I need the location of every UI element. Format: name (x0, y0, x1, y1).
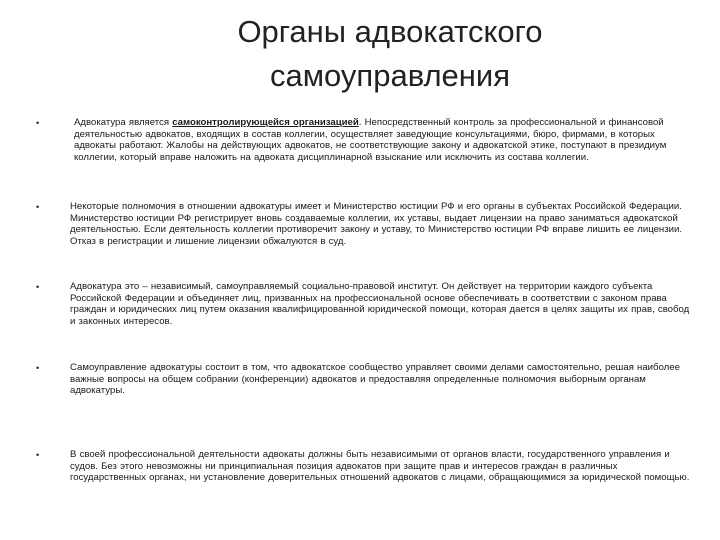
slide-title-line-2: самоуправления (269, 58, 511, 93)
bullet-text: В своей профессиональной деятельности адвокаты должны быть независимыми от органов власти, государственного управления и судов. Без этого невозможны ни принципиальная позиция адвокатов при защите прав и интересов граждан в различных государственных органах, ни установление доверительных отношений адвокатов с лицами, обращающимися за юридической помощью. (70, 449, 690, 484)
bullet-icon: • (36, 118, 40, 128)
bullet-text: Самоуправление адвокатуры состоит в том, что адвокатское сообщество управляет своими делами самостоятельно, решая наиболее важные вопросы на общем собрании (конференции) адвокатов и предоставляя определенные полномочия выборным органам адвокатуры. (70, 362, 680, 397)
bullet-text: Адвокатура это – независимый, самоуправляемый социально-правовой институт. Он действует на территории каждого субъекта Российской Федерации и объединяет лиц, призванных на профессиональной основе обеспечивать в соответствии с законом права граждан и юридических лиц путем оказания квалифицированной юридической помощи, которая дается в целях защиты их прав, свобод и законных интересов. (70, 281, 690, 327)
bullet-icon: • (36, 450, 40, 460)
bullet-text-pre: Адвокатура является (74, 117, 173, 128)
bullet-text-emphasis: самоконтролирующейся организацией (172, 117, 359, 128)
bullet-text: Некоторые полномочия в отношении адвокатуры имеет и Министерство юстиции РФ и его органы в субъектах Российской Федерации. Министерство юстиции РФ регистрирует вновь создаваемые коллегии, их уставы, выдает лицензии на право заниматься адвокатской деятельностью. Если деятельность коллегии противоречит закону и уставу, то Министерство юстиции РФ вправе лишить ее лицензии. Отказ в регистрации и лишение лицензии обжалуются в суд. (70, 201, 682, 247)
slide-title (130, 10, 650, 98)
bullet-icon: • (36, 282, 40, 292)
bullet-icon: • (36, 202, 40, 212)
slide-title-line-1: Органы адвокатского (237, 14, 543, 49)
bullet-text (74, 117, 694, 163)
bullet-icon: • (36, 363, 40, 373)
bullet-text-post: . Непосредственный контроль за профессиональной и финансовой деятельностью адвокатов, входящих в состав коллегии, осуществляет заведующие консультациями, бюро, фирмами, в которых адвокаты работают. Жалобы на действующих адвокатов, не соответствующие закону и адвокатской этике, поступают в президиум коллегии, который вправе наложить на адвоката дисциплинарной взыскание или исключить из состава коллегии. (74, 117, 667, 163)
